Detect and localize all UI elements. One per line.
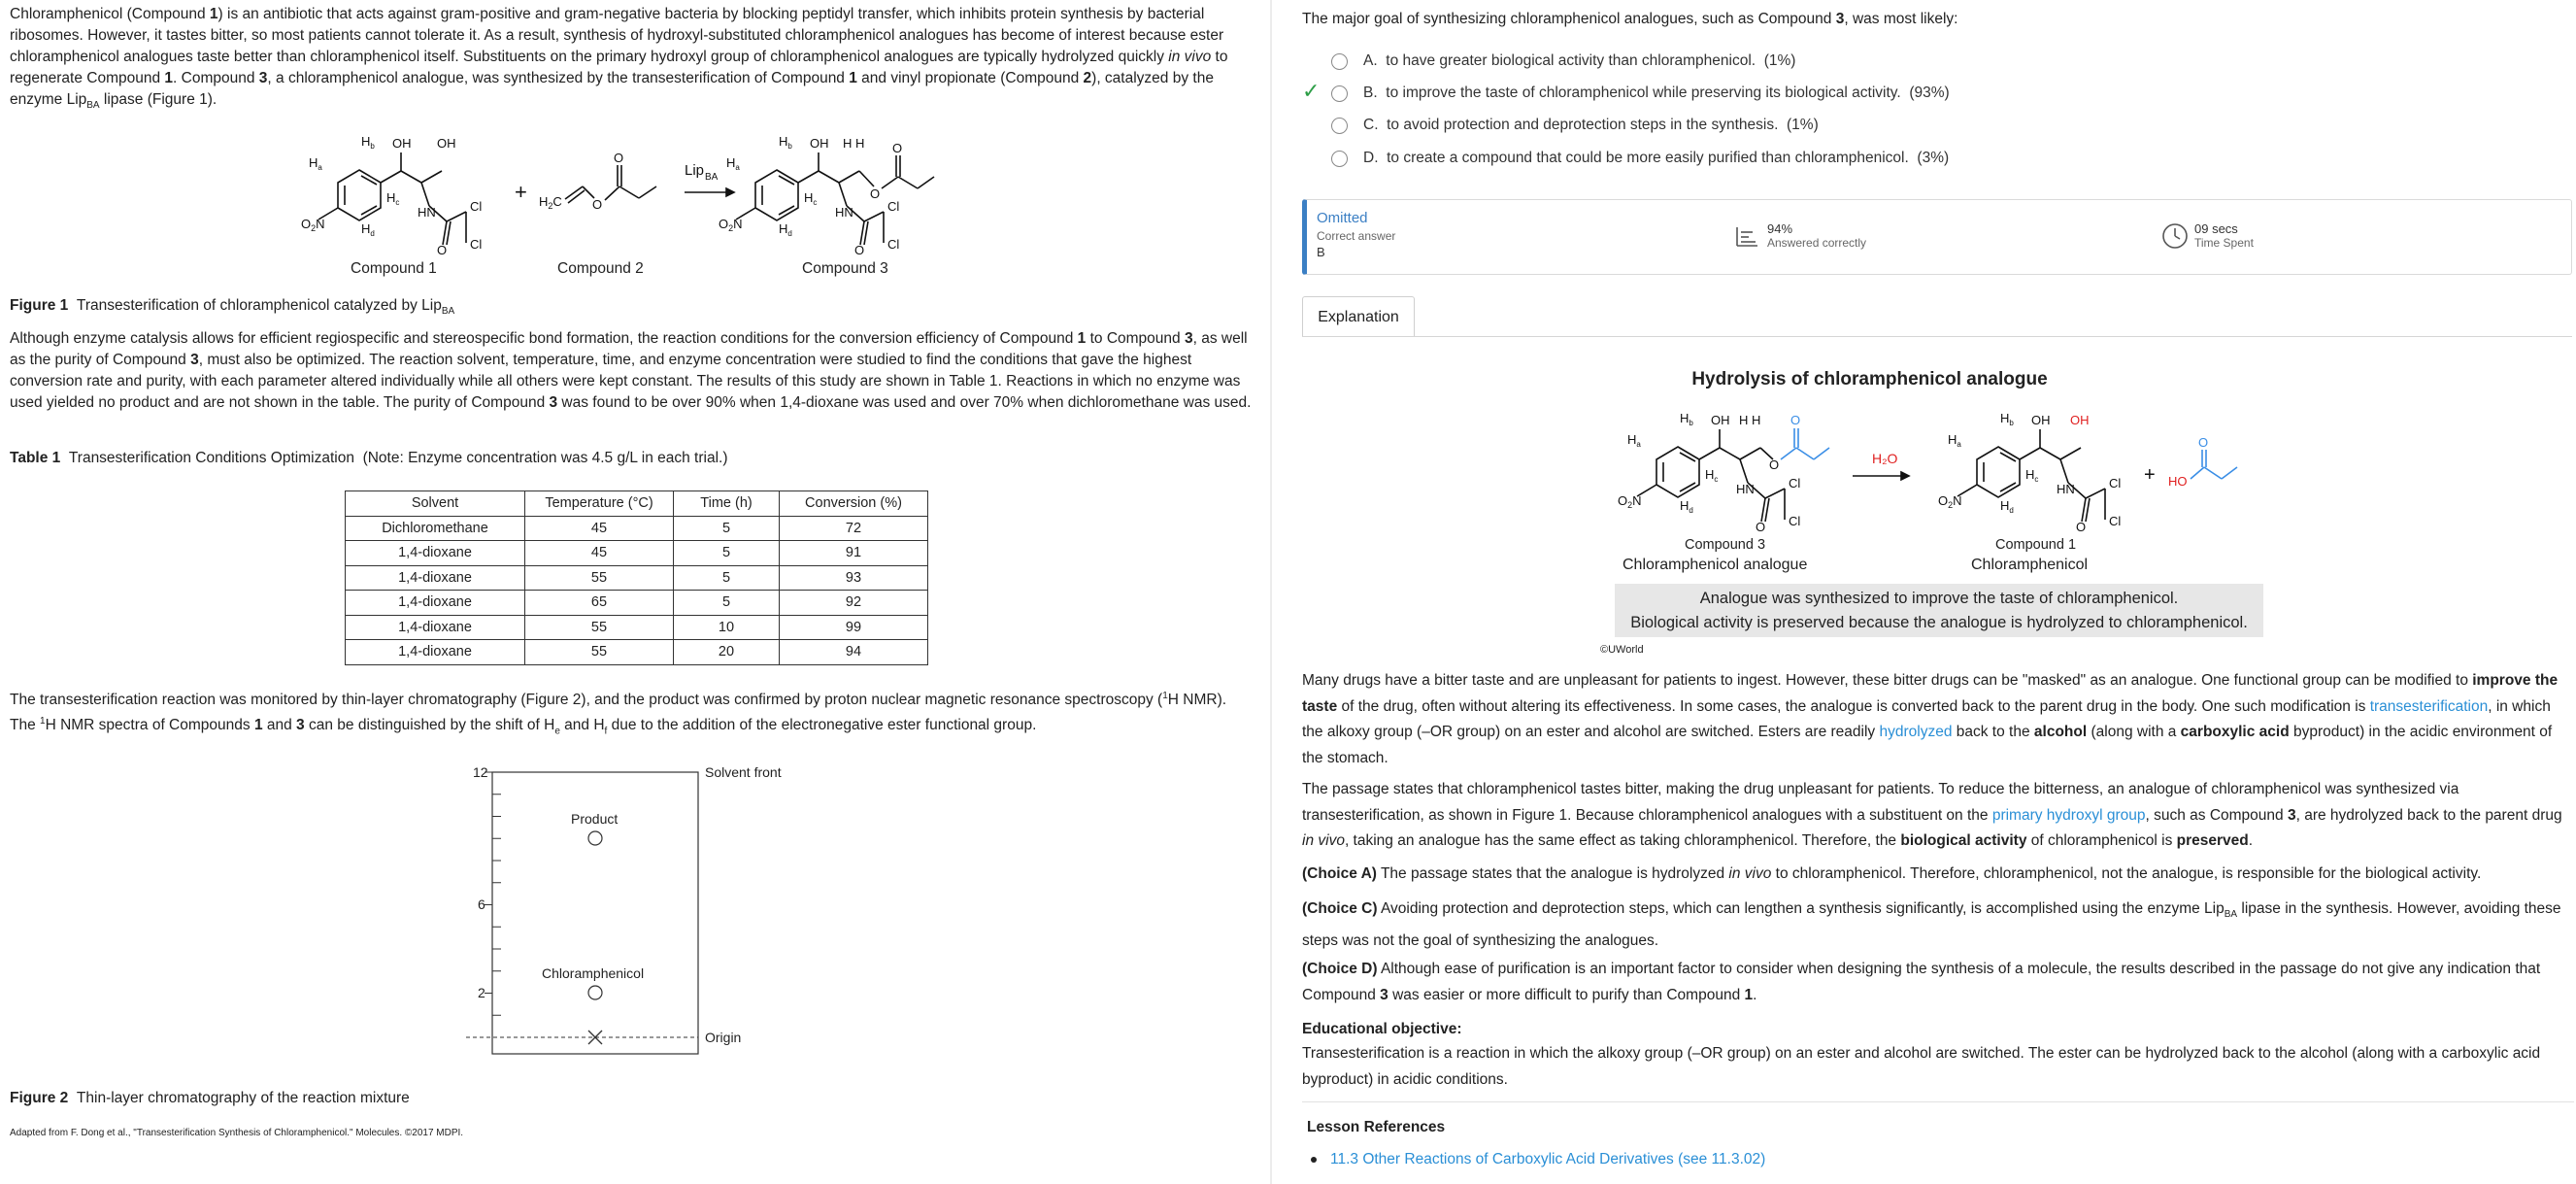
svg-text:OH: OH xyxy=(2031,413,2051,427)
choice-b-radio[interactable] xyxy=(1331,85,1348,102)
svg-text:Cl: Cl xyxy=(2109,514,2122,528)
svg-text:O: O xyxy=(614,151,624,165)
tlc-solvent-front: Solvent front xyxy=(705,764,782,780)
figure-1-scheme xyxy=(291,126,971,282)
table-1-caption: Table 1 Transesterification Conditions Optimization (Note: Enzyme concentration was 4.5 g/L in each trial.) xyxy=(10,450,728,466)
choice-c-explanation: (Choice C) Avoiding protection and deprotection steps, which can lengthen a synthesis significantly, is accomplished using the enzyme Lip$_{BA}$ lipase in the synthesis. However, avoiding these steps was not the goal of synthesizing the analogues. xyxy=(1302,900,2561,949)
figure-2-tlc-plate xyxy=(456,753,825,1073)
table-row xyxy=(346,615,928,640)
table-cell: 45 xyxy=(525,541,674,566)
svg-text:OH: OH xyxy=(437,136,456,151)
table-cell: 55 xyxy=(525,615,674,640)
transesterification-link[interactable]: transesterification xyxy=(2369,697,2489,715)
bullet-icon xyxy=(1311,1157,1317,1163)
svg-text:O: O xyxy=(1790,413,1801,427)
table-cell: 5 xyxy=(674,591,780,616)
table-cell: 1,4-dioxane xyxy=(346,640,525,665)
choice-a-radio[interactable] xyxy=(1331,53,1348,70)
table-header: Solvent xyxy=(346,491,525,517)
svg-text:HN: HN xyxy=(835,205,853,220)
svg-text:O: O xyxy=(2076,520,2087,534)
svg-text:OH: OH xyxy=(2070,413,2090,427)
table-cell: 1,4-dioxane xyxy=(346,541,525,566)
svg-text:+: + xyxy=(515,180,527,204)
lesson-reference-link[interactable]: 11.3 Other Reactions of Carboxylic Acid Derivatives (see 11.3.02) xyxy=(1330,1151,1766,1167)
svg-text:Hb: $H_b$ xyxy=(1680,411,1693,427)
compound-3-label: Compound 3 xyxy=(802,260,888,277)
svg-text:O2N: $O_2N$ xyxy=(301,217,325,233)
svg-text:Ha: $H_a$ xyxy=(309,155,322,172)
tlc-product-label: Product xyxy=(571,811,619,827)
answer-choices xyxy=(1302,49,2467,185)
compound-2-structure xyxy=(539,151,656,212)
choice-a-explanation: (Choice A) The passage states that the analogue is hydrolyzed in vivo to chloramphenicol. Therefore, chloramphenicol, not the analogue, is responsible for the biological activity. xyxy=(1302,865,2482,882)
table-cell: 5 xyxy=(674,541,780,566)
compound-3-structure xyxy=(1618,411,1829,534)
propanoic-acid-structure xyxy=(2168,435,2237,489)
svg-text:O: O xyxy=(437,243,448,257)
question-pane[interactable] xyxy=(1280,0,2576,1184)
svg-text:H H: H H xyxy=(1739,413,1761,427)
svg-text:Cl: Cl xyxy=(1789,476,1801,491)
table-cell: 94 xyxy=(780,640,928,665)
table-cell: 93 xyxy=(780,565,928,591)
compound-1-label: Compound 1 xyxy=(351,260,437,277)
svg-text:O: O xyxy=(1769,457,1780,472)
tab-underline xyxy=(1302,336,2572,337)
svg-text:+: + xyxy=(2144,464,2156,486)
result-status: Omitted Correct answer B xyxy=(1317,210,1396,259)
tlc-chloramphenicol-label: Chloramphenicol xyxy=(542,965,645,981)
table-row xyxy=(346,565,928,591)
passage-paragraph-2: Although enzyme catalysis allows for efficient regiospecific and stereospecific bond formation, the reaction conditions for the conversion efficiency of Compound 1 to Compound 3, as well as the purity of Compound 3, must also be optimized. The reaction solvent, temperature, time, and enzyme concentration were studied to find the conditions that gave the highest conversion rate and purity, with each parameter altered individually while all others were kept constant. The results of this study are shown in Table 1. Reactions in which no enzyme was used yielded no product and are not shown in the table. The purity of Compound 3 was found to be over 90% when 1,4-dioxane was used and over 70% when dichloromethane was used. xyxy=(10,330,1252,411)
table-cell: 55 xyxy=(525,640,674,665)
tlc-origin: Origin xyxy=(705,1030,742,1045)
choice-b[interactable]: ✓ B. to improve the taste of chloramphenicol while preserving its biological activity. (93%) xyxy=(1302,79,1950,103)
explanation-paragraph-2: The passage states that chloramphenicol tastes bitter, making the drug unpleasant for patients. To reduce the bitterness, an analogue of chloramphenicol was synthesized via transesterification, as shown in Figure 1. Because chloramphenicol analogues with a substituent on the primary hydroxyl group, such as Compound 3, are hydrolyzed back to the parent drug in vivo, taking an analogue has the same effect as taking chloramphenicol. Therefore, the biological activity of chloramphenicol is preserved. xyxy=(1302,781,2562,849)
choice-c-radio[interactable] xyxy=(1331,118,1348,134)
summary-box: Analogue was synthesized to improve the taste of chloramphenicol. Biological activity is preserved because the analogue is hydrolyzed to chloramphenicol. xyxy=(1615,584,2263,637)
svg-text:H2C: $H_2C$ xyxy=(539,194,562,211)
correct-check-icon: ✓ xyxy=(1302,79,1321,103)
svg-text:Hc: $H_c$ xyxy=(386,190,400,207)
svg-text:HO: HO xyxy=(2168,474,2188,489)
hydrolyzed-link[interactable]: hydrolyzed xyxy=(1879,724,1953,740)
table-cell: 10 xyxy=(674,615,780,640)
table-header: Temperature (°C) xyxy=(525,491,674,517)
passage-paragraph-3: The transesterification reaction was monitored by thin-layer chromatography (Figure 2), and the product was confirmed by proton nuclear magnetic resonance spectroscopy ($^1$H NMR). The $^1$H NMR spectra of Compounds 1 and 3 can be distinguished by the shift of $H_e$ and $H_f$ due to the addition of the electronegative ester functional group. xyxy=(10,691,1227,737)
hydrolysis-scheme xyxy=(1610,403,2270,558)
svg-text:O: O xyxy=(592,197,603,212)
svg-text:Hb: $H_b$ xyxy=(2000,411,2014,427)
clock-icon xyxy=(2161,222,2189,250)
table-row xyxy=(346,591,928,616)
source-note: Adapted from F. Dong et al., "Transesterification Synthesis of Chloramphenicol." Molecules. ©2017 MDPI. xyxy=(10,1128,464,1138)
choice-d-explanation: (Choice D) Although ease of purification is an important factor to consider when designing the synthesis of a molecule, the results described in the passage do not give any indication that Compound 3 was easier or more difficult to purify than Compound 1. xyxy=(1302,961,2541,1003)
table-row xyxy=(346,541,928,566)
svg-text:Ha: $H_a$ xyxy=(726,155,740,172)
svg-text:O2N: $O_2N$ xyxy=(1938,493,1962,510)
svg-text:HN: HN xyxy=(2057,482,2075,496)
conditions-table xyxy=(345,491,928,665)
svg-text:Ha: $H_a$ xyxy=(1627,432,1641,449)
svg-text:Hd: $H_d$ xyxy=(779,221,792,238)
svg-text:BA: BA xyxy=(705,172,719,183)
svg-text:Ha: $H_a$ xyxy=(1948,432,1961,449)
svg-text:Hb: $H_b$ xyxy=(361,134,375,151)
svg-text:Cl: Cl xyxy=(887,237,900,252)
svg-text:O: O xyxy=(870,186,881,201)
svg-text:Hc: $H_c$ xyxy=(2025,467,2039,484)
right-compound-name: Chloramphenicol xyxy=(1971,557,2089,573)
compound-2-label: Compound 2 xyxy=(557,260,644,277)
tlc-tick-12: 12 xyxy=(473,764,488,780)
svg-text:Cl: Cl xyxy=(470,237,483,252)
table-cell: 99 xyxy=(780,615,928,640)
tlc-product-spot xyxy=(588,831,602,845)
table-header: Time (h) xyxy=(674,491,780,517)
table-cell: 5 xyxy=(674,565,780,591)
table-row xyxy=(346,640,928,665)
svg-text:HN: HN xyxy=(1736,482,1755,496)
svg-text:O: O xyxy=(892,141,903,155)
divider-line xyxy=(1302,1101,2574,1102)
copyright-note: ©UWorld xyxy=(1600,644,1644,656)
lesson-reference-item xyxy=(1311,1151,1765,1168)
svg-text:O: O xyxy=(854,243,865,257)
tlc-tick-6: 6 xyxy=(478,896,485,912)
svg-text:Hc: $H_c$ xyxy=(804,190,818,207)
figure-2-caption: Figure 2 Thin-layer chromatography of the reaction mixture xyxy=(10,1090,410,1106)
svg-text:Hb: $H_b$ xyxy=(779,134,792,151)
tlc-tick-2: 2 xyxy=(478,985,485,1000)
pane-divider[interactable] xyxy=(1270,0,1272,1184)
svg-text:OH: OH xyxy=(810,136,829,151)
table-row xyxy=(346,516,928,541)
question-stem: The major goal of synthesizing chloramphenicol analogues, such as Compound 3, was most likely: xyxy=(1302,11,1958,27)
choice-d-radio[interactable] xyxy=(1331,151,1348,167)
svg-text:Hd: $H_d$ xyxy=(361,221,375,238)
svg-text:Cl: Cl xyxy=(2109,476,2122,491)
time-spent: 09 secs Time Spent xyxy=(2161,221,2254,250)
choice-c[interactable]: C. to avoid protection and deprotection steps in the synthesis. (1%) xyxy=(1302,113,1819,138)
table-cell: 5 xyxy=(674,516,780,541)
explanation-paragraph-1: Many drugs have a bitter taste and are unpleasant for patients to ingest. However, these bitter drugs can be "masked" as an analogue. One functional group can be modified to improve the taste of the drug, often without altering its effectiveness. In some cases, the analogue is converted back to the parent drug in the body. One such modification is transesterification, in which the alkoxy group (–OR group) on an ester and alcohol are switched. Esters are readily hydrolyzed back to the alcohol (along with a carboxylic acid byproduct) in the acidic environment of the stomach. xyxy=(1302,672,2559,766)
percent-correct: 94% Answered correctly xyxy=(1734,221,1866,250)
primary-hydroxyl-link[interactable]: primary hydroxyl group xyxy=(1991,806,2146,824)
svg-text:O: O xyxy=(2198,435,2209,450)
svg-text:OH: OH xyxy=(392,136,412,151)
choice-a[interactable]: A. to have greater biological activity than chloramphenicol. (1%) xyxy=(1302,49,1795,74)
svg-text:Cl: Cl xyxy=(470,199,483,214)
svg-text:H H: H H xyxy=(843,136,865,151)
tab-explanation[interactable]: Explanation xyxy=(1302,296,1415,337)
table-cell: 92 xyxy=(780,591,928,616)
table-cell: 65 xyxy=(525,591,674,616)
water-label: H₂O xyxy=(1872,451,1898,466)
compound-3-structure xyxy=(719,134,934,257)
table-cell: 45 xyxy=(525,516,674,541)
svg-text:OH: OH xyxy=(1711,413,1730,427)
passage-paragraph-1: Chloramphenicol (Compound 1) is an antibiotic that acts against gram-positive and gram-negative bacteria by blocking peptidyl transfer, which inhibits protein synthesis by bacterial ribosomes. However, it tastes bitter, so most patients cannot tolerate it. As a result, synthesis of hydroxyl-substituted chloramphenicol analogues has become of interest because ester chloramphenicol analogues taste better than chloramphenicol itself. Substituents on the primary hydroxyl group of chloramphenicol analogues are typically hydrolyzed quickly in vivo to regenerate Compound 1. Compound 3, a chloramphenicol analogue, was synthesized by the transesterification of Compound 1 and vinyl propionate (Compound 2), catalyzed by the enzyme Lip$_{BA}$ lipase (Figure 1). xyxy=(10,6,1228,112)
explanation-figure-title: Hydrolysis of chloramphenicol analogue xyxy=(1691,369,2048,389)
svg-text:HN: HN xyxy=(418,205,436,220)
table-cell: 1,4-dioxane xyxy=(346,615,525,640)
table-cell: 72 xyxy=(780,516,928,541)
table-cell: 55 xyxy=(525,565,674,591)
lip-label: Lip xyxy=(685,162,705,179)
left-compound-name: Chloramphenicol analogue xyxy=(1623,557,1808,573)
table-cell: 1,4-dioxane xyxy=(346,591,525,616)
svg-text:O: O xyxy=(1756,520,1766,534)
table-header-row xyxy=(346,491,928,517)
svg-text:Cl: Cl xyxy=(887,199,900,214)
svg-text:Hd: $H_d$ xyxy=(2000,498,2014,515)
svg-text:O2N: $O_2N$ xyxy=(1618,493,1642,510)
svg-text:Hc: $H_c$ xyxy=(1705,467,1719,484)
svg-text:Hd: $H_d$ xyxy=(1680,498,1693,515)
tlc-chloramphenicol-spot xyxy=(588,986,602,999)
table-cell: 20 xyxy=(674,640,780,665)
table-cell: 91 xyxy=(780,541,928,566)
figure-1-caption: Figure 1 Transesterification of chloramphenicol catalyzed by Lip$_{BA}$ xyxy=(10,297,455,318)
result-stats-bar xyxy=(1302,199,2572,275)
compound-1-structure xyxy=(1938,411,2121,534)
table-cell: Dichloromethane xyxy=(346,516,525,541)
educational-objective-text: Transesterification is a reaction in which the alkoxy group (–OR group) on an ester and alcohol are switched. The ester can be hydrolyzed back to the alcohol (along with a carboxylic acid byproduct) in acidic conditions. xyxy=(1302,1045,2541,1088)
right-compound-label: Compound 1 xyxy=(1995,537,2077,553)
passage-pane[interactable] xyxy=(0,0,1272,1184)
left-compound-label: Compound 3 xyxy=(1685,537,1766,553)
compound-1-structure xyxy=(301,134,482,257)
table-header: Conversion (%) xyxy=(780,491,928,517)
svg-text:Cl: Cl xyxy=(1789,514,1801,528)
lesson-references-heading: Lesson References xyxy=(1307,1119,1446,1135)
table-cell: 1,4-dioxane xyxy=(346,565,525,591)
educational-objective-heading: Educational objective: xyxy=(1302,1021,1462,1037)
bar-chart-icon xyxy=(1734,223,1759,249)
choice-d[interactable]: D. to create a compound that could be more easily purified than chloramphenicol. (3%) xyxy=(1302,146,1949,171)
svg-text:O2N: $O_2N$ xyxy=(719,217,743,233)
